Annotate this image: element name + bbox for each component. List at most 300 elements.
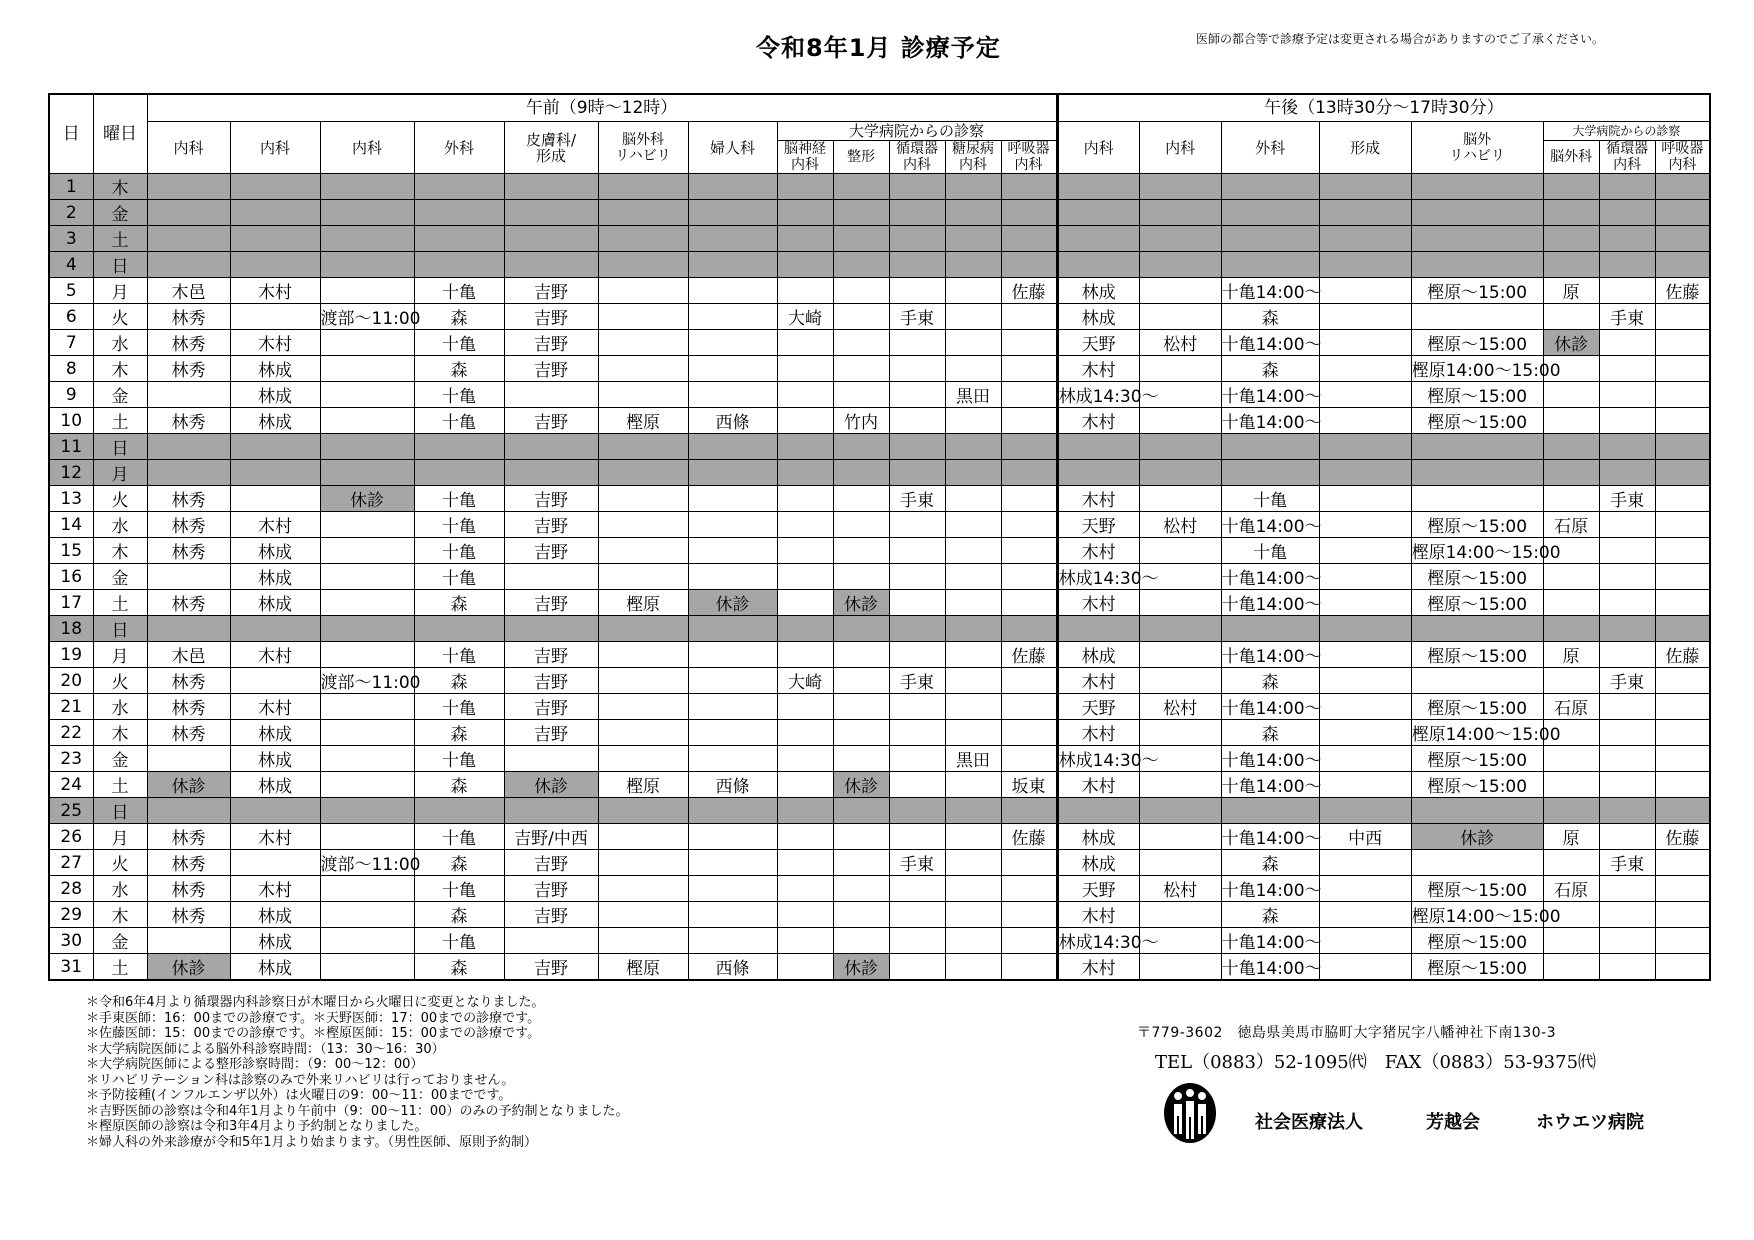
schedule-table — [48, 93, 1711, 981]
table-cell — [1655, 590, 1710, 616]
table-cell — [688, 616, 777, 642]
table-cell: 5 — [49, 278, 93, 304]
table-cell: 吉野 — [504, 668, 598, 694]
hospital-name: ホウエツ病院 — [1536, 1112, 1644, 1133]
table-cell — [1411, 434, 1543, 460]
table-cell: 佐藤 — [1655, 278, 1710, 304]
table-cell — [1655, 668, 1710, 694]
table-cell — [414, 174, 504, 200]
table-cell — [833, 200, 889, 226]
table-cell: 木村 — [230, 642, 320, 668]
table-cell: 休診 — [1411, 824, 1543, 850]
table-cell: 十亀 — [414, 382, 504, 408]
table-cell — [1411, 486, 1543, 512]
table-cell: 林秀 — [147, 512, 230, 538]
table-cell: 吉野/中西 — [504, 824, 598, 850]
table-cell: 十亀 — [414, 408, 504, 434]
table-cell — [833, 356, 889, 382]
table-cell — [1319, 668, 1411, 694]
table-cell — [1599, 902, 1655, 928]
table-cell: 休診 — [504, 772, 598, 798]
table-cell — [889, 252, 945, 278]
table-cell: 休診 — [1543, 330, 1599, 356]
table-cell — [598, 902, 688, 928]
table-cell — [777, 460, 833, 486]
table-cell: 金 — [93, 746, 147, 772]
table-cell — [1001, 694, 1057, 720]
table-cell — [777, 720, 833, 746]
table-cell: 水 — [93, 512, 147, 538]
note-line: ＊大学病院医師による脳外科診察時間：（13：30～16：30） — [86, 1041, 445, 1057]
table-cell — [598, 538, 688, 564]
table-cell — [504, 746, 598, 772]
table-cell: 吉野 — [504, 538, 598, 564]
table-cell — [230, 850, 320, 876]
table-cell: 松村 — [1139, 512, 1221, 538]
table-cell: 吉野 — [504, 590, 598, 616]
table-cell — [504, 798, 598, 824]
am-col-header: 糖尿病 内科 — [945, 141, 1001, 174]
table-cell — [598, 798, 688, 824]
table-cell — [833, 746, 889, 772]
table-cell: 樫原14:00～15:00 — [1411, 902, 1543, 928]
table-cell: 森 — [414, 772, 504, 798]
table-cell — [945, 512, 1001, 538]
table-cell: 十亀14:00～ — [1221, 694, 1319, 720]
table-cell — [889, 720, 945, 746]
table-cell — [1001, 460, 1057, 486]
table-cell: 12 — [49, 460, 93, 486]
table-cell: 十亀 — [414, 746, 504, 772]
table-cell — [833, 720, 889, 746]
table-cell: 6 — [49, 304, 93, 330]
table-cell: 十亀 — [414, 928, 504, 954]
table-cell — [598, 876, 688, 902]
table-cell — [147, 434, 230, 460]
table-cell — [598, 720, 688, 746]
table-cell: 木村 — [1057, 538, 1139, 564]
table-cell — [598, 460, 688, 486]
table-cell — [889, 382, 945, 408]
pm-col-header: 脳外科 — [1543, 141, 1599, 174]
table-cell — [777, 174, 833, 200]
table-cell — [1139, 902, 1221, 928]
table-cell — [320, 798, 414, 824]
table-cell: 渡部～11:00 — [320, 304, 414, 330]
table-cell — [688, 304, 777, 330]
table-cell: 手東 — [889, 850, 945, 876]
table-row — [49, 668, 1710, 694]
table-cell — [1001, 486, 1057, 512]
table-row — [49, 356, 1710, 382]
table-cell — [1543, 434, 1599, 460]
table-cell — [1319, 564, 1411, 590]
table-cell — [1655, 252, 1710, 278]
table-cell — [320, 772, 414, 798]
table-cell: 樫原14:00～15:00 — [1411, 720, 1543, 746]
table-cell: 十亀 — [414, 824, 504, 850]
table-cell: 十亀 — [414, 278, 504, 304]
table-cell: 樫原14:00～15:00 — [1411, 538, 1543, 564]
table-row — [49, 434, 1710, 460]
table-cell — [1599, 564, 1655, 590]
table-cell — [1411, 252, 1543, 278]
table-cell — [598, 824, 688, 850]
table-cell: 樫原～15:00 — [1411, 876, 1543, 902]
table-cell — [504, 226, 598, 252]
table-cell — [230, 616, 320, 642]
table-cell — [147, 382, 230, 408]
table-cell: 森 — [414, 304, 504, 330]
table-cell — [1001, 304, 1057, 330]
table-cell — [320, 876, 414, 902]
table-cell: 吉野 — [504, 954, 598, 981]
table-cell: 松村 — [1139, 876, 1221, 902]
table-cell: 林秀 — [147, 304, 230, 330]
table-cell — [1001, 330, 1057, 356]
table-cell — [1319, 876, 1411, 902]
table-cell — [889, 200, 945, 226]
table-cell — [147, 746, 230, 772]
table-cell — [1319, 746, 1411, 772]
table-cell — [504, 616, 598, 642]
table-cell — [945, 798, 1001, 824]
table-cell — [1319, 304, 1411, 330]
table-cell — [1057, 460, 1139, 486]
table-cell — [320, 694, 414, 720]
table-cell — [889, 408, 945, 434]
table-cell — [945, 642, 1001, 668]
table-cell — [504, 928, 598, 954]
table-cell: 木邑 — [147, 278, 230, 304]
table-cell: 木村 — [230, 694, 320, 720]
table-cell — [1319, 616, 1411, 642]
table-cell — [945, 330, 1001, 356]
table-row — [49, 850, 1710, 876]
table-cell — [1221, 252, 1319, 278]
table-cell — [889, 876, 945, 902]
table-cell — [1655, 486, 1710, 512]
table-cell: 中西 — [1319, 824, 1411, 850]
table-cell — [945, 928, 1001, 954]
table-cell: 21 — [49, 694, 93, 720]
table-cell — [777, 798, 833, 824]
table-cell — [320, 200, 414, 226]
table-cell — [320, 954, 414, 981]
table-cell: 十亀14:00～ — [1221, 564, 1319, 590]
table-cell — [833, 668, 889, 694]
table-cell — [1057, 200, 1139, 226]
table-cell: 天野 — [1057, 512, 1139, 538]
table-cell — [1001, 564, 1057, 590]
table-cell — [1221, 434, 1319, 460]
table-cell — [945, 564, 1001, 590]
table-cell — [1599, 512, 1655, 538]
table-cell — [598, 174, 688, 200]
table-cell — [889, 330, 945, 356]
table-cell — [1543, 382, 1599, 408]
table-cell: 休診 — [147, 772, 230, 798]
table-cell — [945, 824, 1001, 850]
table-cell — [833, 928, 889, 954]
table-cell — [1221, 174, 1319, 200]
table-cell — [688, 564, 777, 590]
table-cell — [598, 616, 688, 642]
note-line: ＊佐藤医師：15：00までの診療です。＊樫原医師：15：00までの診療です。 — [86, 1026, 541, 1041]
table-cell — [1319, 200, 1411, 226]
table-cell: 樫原～15:00 — [1411, 746, 1543, 772]
table-cell: 金 — [93, 382, 147, 408]
table-cell: 渡部～11:00 — [320, 850, 414, 876]
schedule-change-notice: 医師の都合等で診療予定は変更される場合がありますのでご了承ください。 — [1196, 32, 1605, 46]
table-cell — [1599, 460, 1655, 486]
table-cell — [945, 356, 1001, 382]
table-cell — [598, 304, 688, 330]
schedule-body — [49, 174, 1710, 981]
table-cell — [1599, 824, 1655, 850]
table-cell: 土 — [93, 772, 147, 798]
table-cell: 木村 — [1057, 954, 1139, 981]
table-cell — [889, 616, 945, 642]
table-cell — [889, 356, 945, 382]
table-cell — [1655, 330, 1710, 356]
table-cell — [1599, 772, 1655, 798]
table-cell: 火 — [93, 304, 147, 330]
table-cell — [504, 174, 598, 200]
table-cell — [889, 694, 945, 720]
table-cell — [688, 382, 777, 408]
table-cell — [598, 252, 688, 278]
table-cell — [1221, 460, 1319, 486]
table-cell — [1543, 590, 1599, 616]
table-cell: 手東 — [889, 486, 945, 512]
table-cell: 林成 — [1057, 304, 1139, 330]
table-cell: 休診 — [688, 590, 777, 616]
table-cell: 4 — [49, 252, 93, 278]
table-cell: 佐藤 — [1655, 642, 1710, 668]
table-cell: 31 — [49, 954, 93, 981]
table-cell — [889, 798, 945, 824]
table-cell: 林成 — [230, 382, 320, 408]
table-cell: 手東 — [889, 304, 945, 330]
table-cell: 吉野 — [504, 408, 598, 434]
table-cell — [1139, 252, 1221, 278]
table-row — [49, 174, 1710, 200]
table-cell — [688, 330, 777, 356]
table-cell: 10 — [49, 408, 93, 434]
table-cell — [688, 174, 777, 200]
table-cell — [889, 512, 945, 538]
table-cell — [777, 356, 833, 382]
table-cell — [320, 226, 414, 252]
table-cell: 森 — [1221, 720, 1319, 746]
table-cell — [1001, 798, 1057, 824]
table-cell — [598, 928, 688, 954]
table-cell: 林秀 — [147, 356, 230, 382]
table-cell — [889, 954, 945, 981]
table-cell — [1001, 902, 1057, 928]
table-cell: 28 — [49, 876, 93, 902]
table-row — [49, 304, 1710, 330]
table-row — [49, 226, 1710, 252]
table-cell — [945, 252, 1001, 278]
table-cell: 原 — [1543, 824, 1599, 850]
table-cell: 吉野 — [504, 850, 598, 876]
weekday-header: 曜日 — [93, 94, 147, 174]
table-cell — [889, 538, 945, 564]
table-cell: 西條 — [688, 954, 777, 981]
pm-col-header: 脳外 リハビリ — [1411, 122, 1543, 174]
table-cell: 木 — [93, 174, 147, 200]
table-cell — [230, 434, 320, 460]
table-cell — [1319, 408, 1411, 434]
table-cell — [945, 434, 1001, 460]
table-cell — [688, 278, 777, 304]
table-cell: 十亀14:00～ — [1221, 512, 1319, 538]
table-cell — [1599, 434, 1655, 460]
table-cell — [833, 304, 889, 330]
table-cell — [889, 460, 945, 486]
notes — [86, 995, 628, 1150]
table-cell — [320, 564, 414, 590]
am-col-header: 内科 — [320, 122, 414, 174]
table-cell — [1319, 486, 1411, 512]
pm-col-header: 外科 — [1221, 122, 1319, 174]
table-cell: 樫原 — [598, 772, 688, 798]
table-cell: 樫原 — [598, 954, 688, 981]
table-cell — [230, 668, 320, 694]
table-cell — [1319, 356, 1411, 382]
table-cell: 佐藤 — [1001, 824, 1057, 850]
table-cell — [1543, 746, 1599, 772]
table-cell — [833, 252, 889, 278]
table-cell: 金 — [93, 200, 147, 226]
table-cell — [688, 226, 777, 252]
table-cell — [1221, 616, 1319, 642]
table-cell: 十亀 — [1221, 538, 1319, 564]
table-cell — [1655, 902, 1710, 928]
table-cell — [1319, 330, 1411, 356]
table-cell: 十亀14:00～ — [1221, 876, 1319, 902]
table-cell: 林成 — [1057, 642, 1139, 668]
table-cell: 日 — [93, 252, 147, 278]
table-cell: 9 — [49, 382, 93, 408]
table-cell: 十亀14:00～ — [1221, 954, 1319, 981]
table-cell — [889, 902, 945, 928]
table-cell: 月 — [93, 642, 147, 668]
table-cell — [320, 642, 414, 668]
table-cell — [1543, 798, 1599, 824]
table-cell — [320, 382, 414, 408]
table-cell — [1221, 798, 1319, 824]
table-cell: 十亀14:00～ — [1221, 408, 1319, 434]
table-cell: 松村 — [1139, 694, 1221, 720]
table-cell — [833, 330, 889, 356]
table-cell: 吉野 — [504, 642, 598, 668]
table-cell: 木 — [93, 356, 147, 382]
table-cell — [1319, 772, 1411, 798]
table-cell — [833, 694, 889, 720]
table-cell — [230, 200, 320, 226]
table-cell — [945, 694, 1001, 720]
table-cell — [1655, 746, 1710, 772]
table-cell: 23 — [49, 746, 93, 772]
table-cell — [147, 174, 230, 200]
table-cell — [688, 252, 777, 278]
table-cell: 30 — [49, 928, 93, 954]
table-cell: 22 — [49, 720, 93, 746]
table-cell: 森 — [414, 668, 504, 694]
table-cell — [1001, 512, 1057, 538]
table-cell: 樫原～15:00 — [1411, 278, 1543, 304]
table-cell — [147, 616, 230, 642]
table-cell — [1319, 954, 1411, 981]
table-cell — [504, 564, 598, 590]
table-cell: 渡部～11:00 — [320, 668, 414, 694]
table-cell: 火 — [93, 668, 147, 694]
table-cell: 火 — [93, 850, 147, 876]
table-cell — [777, 278, 833, 304]
table-cell: 十亀14:00～ — [1221, 590, 1319, 616]
table-cell — [1057, 798, 1139, 824]
table-row — [49, 642, 1710, 668]
table-cell: 十亀14:00～ — [1221, 330, 1319, 356]
table-cell — [598, 434, 688, 460]
table-cell — [1001, 382, 1057, 408]
table-cell — [598, 278, 688, 304]
table-cell — [1001, 616, 1057, 642]
table-cell — [1319, 174, 1411, 200]
table-cell — [1139, 772, 1221, 798]
table-cell: 森 — [1221, 850, 1319, 876]
table-cell — [147, 200, 230, 226]
table-cell: 林成 — [230, 902, 320, 928]
table-cell: 林成14:30～ — [1057, 564, 1139, 590]
table-cell: 24 — [49, 772, 93, 798]
table-cell — [1655, 850, 1710, 876]
table-cell — [1543, 174, 1599, 200]
table-cell — [230, 486, 320, 512]
table-cell: 月 — [93, 824, 147, 850]
table-cell: 森 — [414, 720, 504, 746]
table-cell — [320, 278, 414, 304]
table-cell — [688, 746, 777, 772]
table-cell — [833, 538, 889, 564]
table-cell: 森 — [414, 356, 504, 382]
table-cell: 林成 — [230, 928, 320, 954]
table-cell: 十亀14:00～ — [1221, 278, 1319, 304]
table-cell — [777, 252, 833, 278]
table-cell — [1543, 772, 1599, 798]
table-cell: 林成 — [230, 720, 320, 746]
table-cell — [230, 252, 320, 278]
table-cell: 西條 — [688, 772, 777, 798]
pm-header: 午後（13時30分～17時30分） — [1057, 94, 1710, 122]
table-cell — [320, 252, 414, 278]
table-cell: 原 — [1543, 642, 1599, 668]
table-cell — [889, 928, 945, 954]
corp-name: 芳越会 — [1426, 1112, 1480, 1133]
table-cell: 樫原～15:00 — [1411, 772, 1543, 798]
table-cell — [1599, 720, 1655, 746]
table-cell: 十亀14:00～ — [1221, 642, 1319, 668]
table-cell — [1599, 226, 1655, 252]
table-cell — [777, 590, 833, 616]
note-line: ＊吉野医師の診察は令和4年1月より午前中（9：00～11：00）のみの予約制となりました。 — [86, 1103, 629, 1119]
table-cell — [1599, 876, 1655, 902]
table-cell — [777, 928, 833, 954]
table-cell: 樫原～15:00 — [1411, 642, 1543, 668]
